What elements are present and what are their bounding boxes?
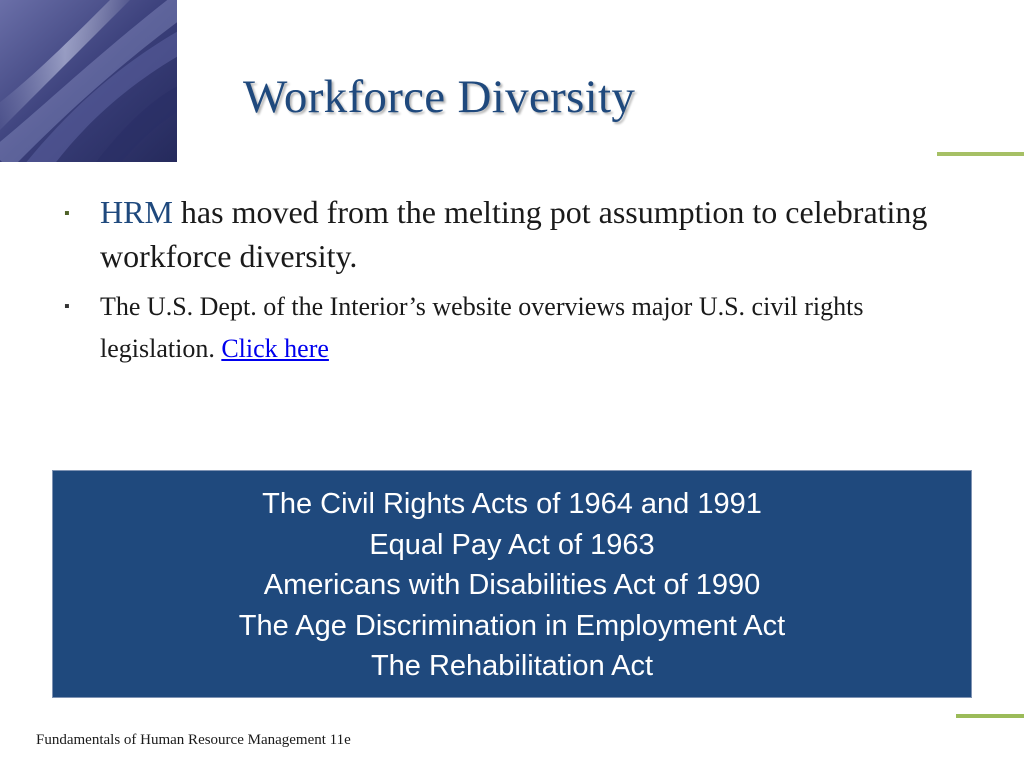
slide-title: Workforce Diversity [243,71,636,123]
bullet-list [62,190,962,370]
corner-swoosh-graphic [0,0,177,162]
act-line: The Rehabilitation Act [370,650,654,682]
square-bullet-icon: ▪ [64,298,70,315]
bullet-text: The U.S. Dept. of the Interior’s website overviews major U.S. civil rights legislation. [100,292,864,363]
footer-rule [956,714,1024,718]
bullet-item-hrm [62,190,962,278]
legislation-box [52,470,972,698]
act-line: The Age Discrimination in Employment Act [238,609,786,642]
hrm-term: HRM [100,194,173,230]
title-underline-rule [937,152,1024,156]
act-line: The Civil Rights Acts of 1964 and 1991 [262,488,762,520]
act-line: Equal Pay Act of 1963 [369,528,655,561]
square-bullet-icon: ▪ [64,205,70,222]
bullet-item-interior [62,286,962,370]
footer-text: Fundamentals of Human Resource Management 11e [36,732,351,748]
act-line: Americans with Disabilities Act of 1990 [263,569,761,601]
click-here-link[interactable]: Click here [221,334,329,363]
bullet-text: has moved from the melting pot assumption to celebrating workforce diversity. [100,194,928,274]
